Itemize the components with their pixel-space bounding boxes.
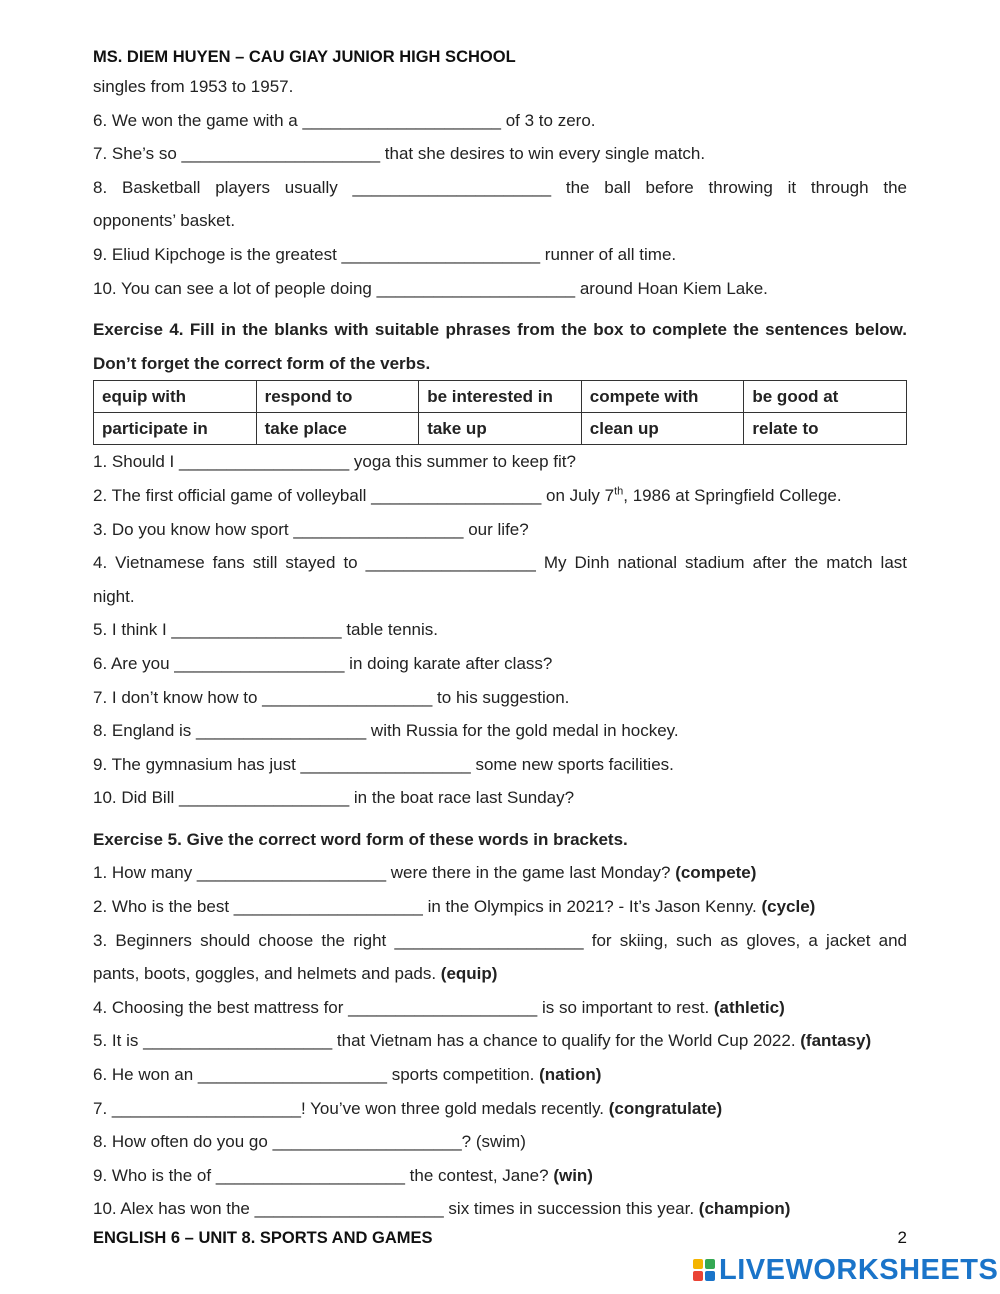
ex3-line-7: 7. She’s so _____________________ that she desires to win every single match. [93,144,706,164]
ex3-line-9: 9. Eliud Kipchoge is the greatest _____________________ runner of all time. [93,244,677,264]
ex4-line-10: 10. Did Bill __________________ in the boat race last Sunday? [93,788,575,808]
ex3-line-5-cont: singles from 1953 to 1957. [93,77,294,96]
ex5-line-6-text: 6. He won an ____________________ sports competition. [93,1065,540,1085]
ex4-line-7: 7. I don’t know how to __________________ to his suggestion. [93,687,570,707]
ex4-line-5: 5. I think I __________________ table tennis. [93,620,439,640]
phrase-cell: clean up [581,413,744,445]
ex5-line-10 [93,1192,907,1226]
ex4-line-2-sup: th [614,485,624,498]
phrase-cell: participate in [94,413,257,445]
ex5-line-3-hint: (equip) [440,964,498,984]
ex5-line-6 [93,1058,907,1092]
ex3-line-6: 6. We won the game with a _____________________ of 3 to zero. [93,110,596,130]
phrase-cell: compete with [581,381,744,413]
phrase-cell: be good at [744,381,907,413]
ex5-line-10-hint: (champion) [698,1199,791,1219]
ex4-phrase-box [93,380,907,445]
ex5-line-4 [93,991,907,1025]
ex5-line-9 [93,1159,907,1193]
phrase-cell: be interested in [419,381,582,413]
footer-title: ENGLISH 6 – UNIT 8. SPORTS AND GAMES [93,1229,433,1247]
liveworksheets-logo [693,1253,999,1286]
page-footer [93,1226,907,1250]
phrase-box-row [94,381,907,413]
ex5-line-5-hint: (fantasy) [800,1031,872,1051]
liveworksheets-logo-text: LIVEWORKSHEETS [719,1253,999,1286]
ex4-line-4-cont: night. [93,586,135,606]
ex4-line-1: 1. Should I __________________ yoga this summer to keep fit? [93,452,576,472]
ex5-line-9-text: 9. Who is the of ____________________ the contest, Jane? [93,1165,554,1185]
ex5-line-4-text: 4. Choosing the best mattress for ____________________ is so important to rest. [93,997,714,1017]
ex5-line-1 [93,856,907,890]
ex5-line-5 [93,1024,907,1058]
ex5-line-3: 3. Beginners should choose the right ____________________ for skiing, such as gloves, a jacket and [93,930,907,950]
phrase-cell: respond to [256,381,419,413]
phrase-cell: relate to [744,413,907,445]
ex5-line-6-hint: (nation) [539,1065,602,1085]
ex4-line-4: 4. Vietnamese fans still stayed to __________________ My Dinh national stadium after the match last [93,553,907,573]
ex5-line-4-hint: (athletic) [713,997,785,1017]
ex5-line-3-cont-text: pants, boots, goggles, and helmets and pads. [93,964,441,984]
ex5-line-5-text: 5. It is ____________________ that Vietnam has a chance to qualify for the World Cup 2022. [93,1031,801,1051]
ex3-line-8-cont: opponents’ basket. [93,211,236,231]
ex4-line-8: 8. England is __________________ with Russia for the gold medal in hockey. [93,721,679,741]
ex4-line-6: 6. Are you __________________ in doing karate after class? [93,653,553,673]
ex4-line-2-a: 2. The first official game of volleyball __________________ on July 7 [93,485,615,505]
ex4-line-3: 3. Do you know how sport __________________ our life? [93,519,529,539]
phrase-cell: take up [419,413,582,445]
ex5-line-10-text: 10. Alex has won the ____________________ six times in succession this year. [93,1199,699,1219]
ex5-line-7-hint: (congratulate) [608,1098,723,1118]
liveworksheets-logo-icon [693,1259,715,1281]
ex5-title: Exercise 5. Give the correct word form of these words in brackets. [93,829,628,849]
phrase-cell: equip with [94,381,257,413]
ex5-line-2-hint: (cycle) [761,897,816,917]
ex4-title-line-2: Don’t forget the correct form of the verbs. [93,353,431,373]
ex5-line-7-text: 7. ____________________! You’ve won three gold medals recently. [93,1098,609,1118]
ex5-line-1-text: 1. How many ____________________ were there in the game last Monday? [93,863,676,883]
ex4-line-2-b: , 1986 at Springfield College. [623,485,842,505]
ex5-line-9-hint: (win) [553,1165,593,1185]
phrase-box-row [94,413,907,445]
page-header: MS. DIEM HUYEN – CAU GIAY JUNIOR HIGH SCHOOL [93,48,516,66]
ex5-line-8: 8. How often do you go ____________________? (swim) [93,1132,526,1152]
phrase-cell: take place [256,413,419,445]
ex3-line-10: 10. You can see a lot of people doing _____________________ around Hoan Kiem Lake. [93,278,768,298]
ex4-line-9: 9. The gymnasium has just __________________ some new sports facilities. [93,754,674,774]
ex5-line-1-hint: (compete) [675,863,757,883]
page-number: 2 [897,1228,907,1247]
ex3-line-8: 8. Basketball players usually _____________________ the ball before throwing it through the [93,177,907,197]
ex4-title-line-1: Exercise 4. Fill in the blanks with suitable phrases from the box to complete the sentences below. [93,320,907,340]
ex5-line-7 [93,1092,907,1126]
worksheet-page [93,44,907,1226]
ex5-line-2 [93,890,907,924]
ex5-line-3-cont [93,957,907,991]
ex5-line-2-text: 2. Who is the best ____________________ in the Olympics in 2021? - It’s Jason Kenny. [93,897,762,917]
ex4-line-2 [93,479,907,513]
